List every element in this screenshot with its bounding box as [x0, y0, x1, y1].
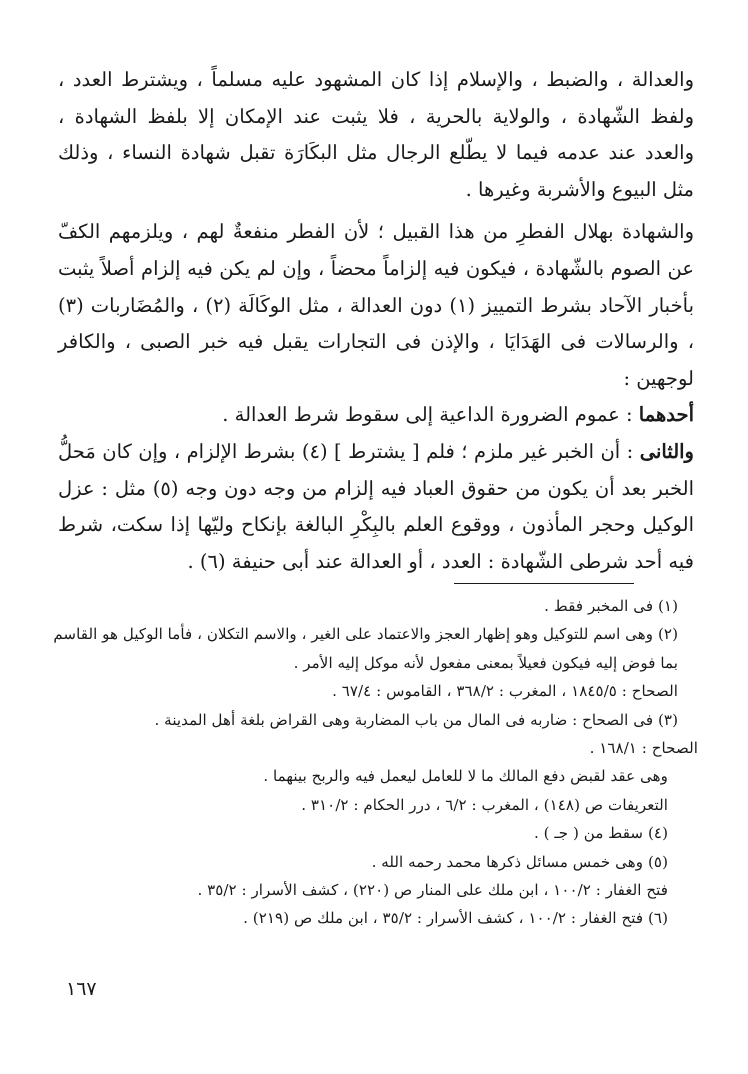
main-text: [58, 62, 694, 580]
first-reason-heading: أحدهما: [638, 403, 694, 427]
first-reason-text: : عموم الضرورة الداعية إلى سقوط شرط العدالة .: [222, 403, 639, 427]
paragraph-fitr-testimony: والشهادة بهلال الفطرِ من هذا القبيل ؛ لأن الفطر منفعةٌ لهم ، ويلزمهم الكفّ عن الصوم بالشّهادة ، فيكون فيه إلزاماً محضاً ، وإن لم يكن فيه إلزام أصلاً يثبت بأخبار الآحاد بشرط التمييز (١) دون العدالة ، مثل الوكَالَة (٢) ، والمُضَاربات (٣) ، والرسالات فى الهَدَايَا ، والإذن فى التجارات يقبل فيه خبر الصبى ، والكافر لوجهين :: [58, 220, 694, 390]
footnote-5: (٥) وهى خمس مسائل ذكرها محمد رحمه الله .: [371, 852, 668, 871]
second-reason-text: : أن الخبر غير ملزم ؛ فلم [ يشترط ] (٤) بشرط الإلزام ، وإن كان مَحلُّ الخبر بعد أن يكون من حقوق العباد فيه إلزام من وجه دون وجه (٥) مثل : عزل الوكيل وحجر المأذون ، ووقوع العلم بالبِكْرِ البالغة بإنكاح وليّها إذا سكت، شرط فيه أحد شرطى الشّهادة : العدد ، أو العدالة عند أبى حنيفة (٦) .: [58, 439, 694, 573]
footnote-3-definition: وهى عقد لقبض دفع المالك ما لا للعامل ليعمل فيه والربح بينهما .: [263, 767, 668, 786]
footnote-1: (١) فى المخبر فقط .: [544, 597, 678, 615]
paragraph-second-reason: [58, 434, 694, 580]
footnote-3: (٣) فى الصحاح : ضاربه فى المال من باب المضاربة وهى القراض بلغة أهل المدينة .: [154, 710, 678, 729]
footnote-5-reference: فتح الغفار : ١٠٠/٢ ، ابن ملك على المنار ص (٢٢٠) ، كشف الأسرار : ٣٥/٢ .: [197, 881, 668, 900]
paragraph-first-reason: [58, 397, 694, 434]
footnote-3-reference-2: التعريفات ص (١٤٨) ، المغرب : ٦/٢ ، درر الحكام : ٣١٠/٢ .: [301, 795, 668, 814]
footnote-4: (٤) سقط من ( جـ ) .: [533, 824, 668, 843]
footnotes: [52, 592, 698, 933]
footnote-6: (٦) فتح الغفار : ١٠٠/٢ ، كشف الأسرار : ٣٥/٢ ، ابن ملك ص (٢١٩) .: [243, 909, 668, 928]
footnote-2-reference: الصحاح : ١٨٤٥/٥ ، المغرب : ٣٦٨/٢ ، القاموس : ٦٧/٤ .: [332, 682, 678, 701]
paragraph-conditions: والعدالة ، والضبط ، والإسلام إذا كان المشهود عليه مسلماً ، ويشترط العدد ، ولفظ الشّهادة ، والولاية بالحرية ، فلا يثبت عند الإمكان إلا بلفظ الشهادة ، والعدد عند عدمه فيما لا يطّلع الرجال مثل البكَارَة تقبل شهادة النساء ، وذلك مثل البيوع والأشربة وغيرها .: [58, 68, 694, 201]
footnote-2: (٢) وهى اسم للتوكيل وهو إظهار العجز والاعتماد على الغير ، والاسم التكلان ، فأما الوكيل هو القاسم بما فوض إليه فيكون فعيلاً بمعنى مفعول لأنه موكل إليه الأمر .: [53, 625, 678, 672]
second-reason-heading: والثانى: [639, 439, 694, 463]
footnote-divider: [454, 583, 634, 584]
page-number: ١٦٧: [66, 978, 97, 1000]
footnote-3-reference: الصحاح : ١٦٨/١ .: [589, 739, 698, 758]
